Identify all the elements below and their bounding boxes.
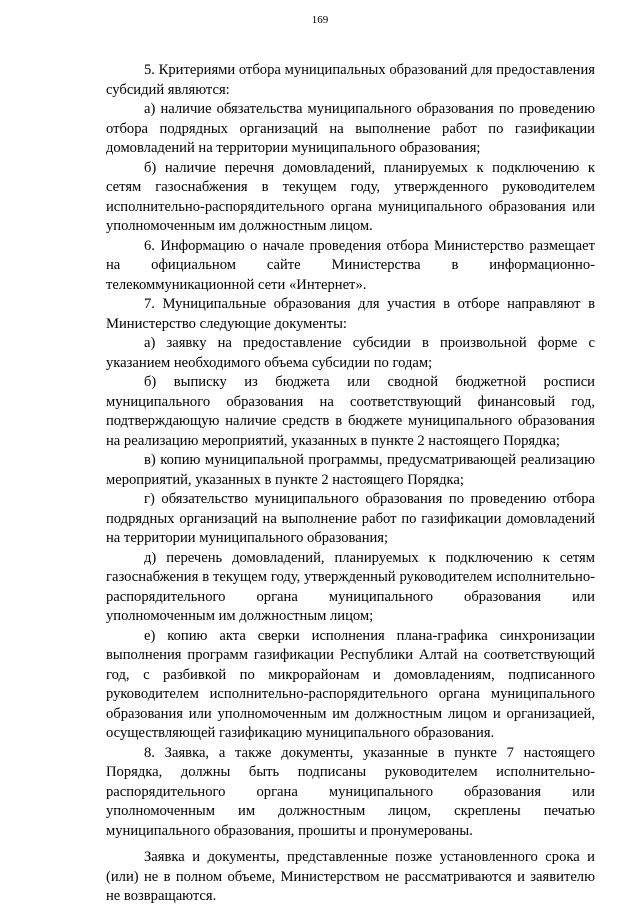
paragraph-documents-g: г) обязательство муниципального образования по проведению отбора подрядных организаций на выполнение работ по газификации домовладений на территории муниципального образования;: [106, 491, 595, 546]
paragraph-documents-d: д) перечень домовладений, планируемых к подключению к сетям газоснабжения в текущем году, утвержденный руководителем исполнительно-распорядительного органа муниципального образования или уполномоченным им должностным лицом;: [106, 549, 595, 624]
paragraph-signing: 8. Заявка, а также документы, указанные в пункте 7 настоящего Порядка, должны быть подписаны руководителем исполнительно-распорядительного органа муниципального образования или уполномоченным им должностным лицом, скреплены печатью муниципального образования, прошиты и пронумерованы.: [106, 744, 595, 839]
paragraph-criteria-b: б) наличие перечня домовладений, планируемых к подключению к сетям газоснабжения в текущем году, утвержденного руководителем исполнительно-распорядительного органа муниципального образования или уполномоченным им должностным лицом.: [106, 159, 595, 234]
paragraph-late-submission: Заявка и документы, представленные позже установленного срока и (или) не в полном объеме, Министерством не рассматриваются и заявителю не возвращаются.: [106, 849, 595, 904]
paragraph-criteria: 5. Критериями отбора муниципальных образований для предоставления субсидий являются:: [106, 62, 595, 98]
paragraph-criteria-a: а) наличие обязательства муниципального образования по проведению отбора подрядных организаций на выполнение работ по газификации домовладений на территории муниципального образования;: [106, 101, 595, 156]
paragraph-documents-e: е) копию акта сверки исполнения плана-графика синхронизации выполнения программ газификации Республики Алтай на соответствующий год, с разбивкой по микрорайонам и домовладениям, подписанного руководителем исполнительно-распорядительного органа муниципального образования или уполномоченным им должностным лицом и организацией, осуществляющей газификацию муниципального образования.: [106, 627, 595, 741]
paragraph-documents-a: а) заявку на предоставление субсидии в произвольной форме с указанием необходимого объема субсидии по годам;: [106, 335, 595, 371]
document-body: [106, 61, 595, 907]
page-number: 169: [311, 14, 329, 26]
paragraph-documents: 7. Муниципальные образования для участия в отборе направляют в Министерство следующие документы:: [106, 296, 595, 332]
paragraph-documents-b: б) выписку из бюджета или сводной бюджетной росписи муниципального образования на соответствующий финансовый год, подтверждающую наличие средств в бюджете муниципального образования на реализацию мероприятий, указанных в пункте 2 настоящего Порядка;: [106, 374, 595, 449]
paragraph-information: 6. Информацию о начале проведения отбора Министерство размещает на официальном сайте Министерства в информационно-телекоммуникационной сети «Интернет».: [106, 237, 595, 293]
paragraph-documents-v: в) копию муниципальной программы, предусматривающей реализацию мероприятий, указанных в пункте 2 настоящего Порядка;: [106, 452, 595, 488]
